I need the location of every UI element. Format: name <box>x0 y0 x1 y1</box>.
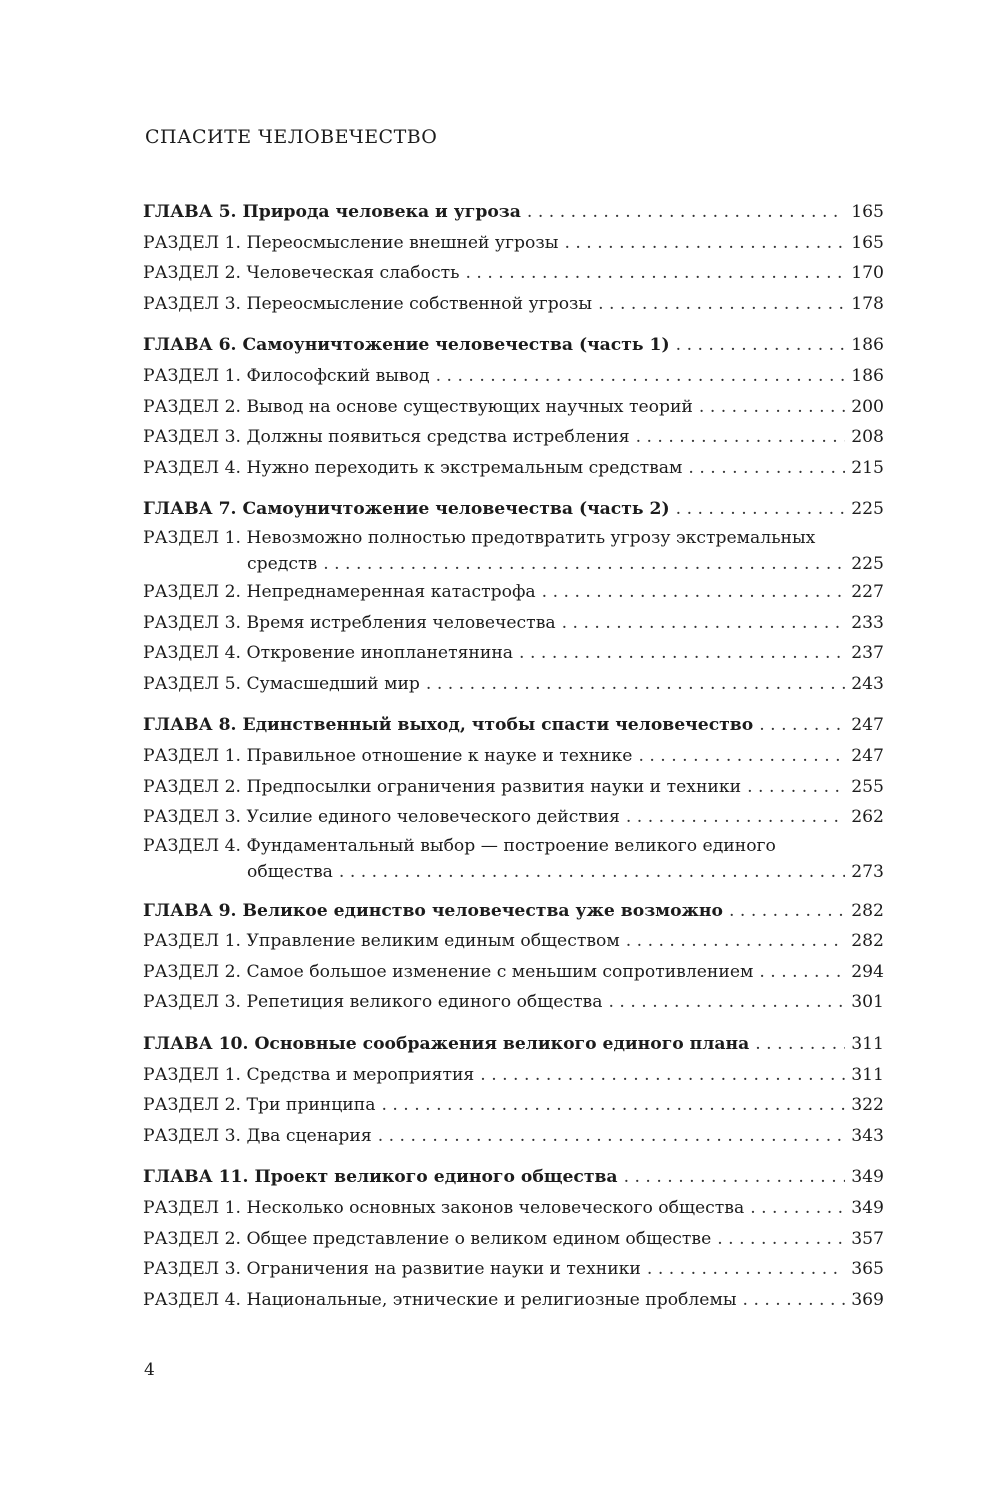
toc-section-entry <box>143 833 884 885</box>
section-page-number: 200 <box>851 396 884 417</box>
toc-chapter-entry <box>143 1162 884 1193</box>
section-page-number: 237 <box>851 643 884 664</box>
chapter-title: ГЛАВА 8. Единственный выход, чтобы спасти человечество <box>143 715 754 736</box>
section-title: РАЗДЕЛ 1. Управление великим единым обществом <box>143 931 620 952</box>
toc-section-entry <box>143 741 884 772</box>
chapter-title: ГЛАВА 6. Самоуничтожение человечества (часть 1) <box>143 335 670 356</box>
toc-chapter <box>143 494 884 699</box>
dot-leader <box>626 926 845 957</box>
dot-leader <box>527 197 845 228</box>
toc-section-entry <box>143 926 884 957</box>
section-page-number: 215 <box>851 457 884 478</box>
toc-section-entry <box>143 577 884 608</box>
dot-leader <box>542 577 846 608</box>
section-title: РАЗДЕЛ 3. Ограничения на развитие науки и техники <box>143 1259 641 1280</box>
toc-section-entry <box>143 392 884 423</box>
dot-leader <box>647 1254 845 1285</box>
dot-leader <box>729 896 845 927</box>
dot-leader <box>598 289 845 320</box>
dot-leader <box>426 669 845 700</box>
section-page-number: 365 <box>851 1259 884 1280</box>
chapter-page-number: 311 <box>851 1034 884 1055</box>
toc-section-entry <box>143 1090 884 1121</box>
toc-chapter <box>143 710 884 884</box>
section-page-number: 322 <box>851 1095 884 1116</box>
running-head: СПАСИТЕ ЧЕЛОВЕЧЕСТВО <box>145 126 438 148</box>
toc-section-entry <box>143 987 884 1018</box>
section-page-number: 282 <box>851 931 884 952</box>
dot-leader <box>688 453 845 484</box>
section-page-number: 227 <box>851 581 884 602</box>
toc-chapter-entry <box>143 710 884 741</box>
dot-leader <box>717 1224 845 1255</box>
section-page-number: 243 <box>851 673 884 694</box>
dot-leader <box>750 1193 845 1224</box>
toc-section-entry <box>143 772 884 803</box>
section-page-number: 255 <box>851 776 884 797</box>
toc-section-entry <box>143 1193 884 1224</box>
section-title: РАЗДЕЛ 1. Невозможно полностью предотвратить угрозу экстремальных <box>143 527 816 548</box>
dot-leader <box>676 330 846 361</box>
toc-section-entry <box>143 638 884 669</box>
section-title: РАЗДЕЛ 1. Философский вывод <box>143 365 430 386</box>
section-page-number: 170 <box>851 263 884 284</box>
section-page-number: 208 <box>851 427 884 448</box>
section-title: РАЗДЕЛ 3. Переосмысление собственной угрозы <box>143 293 593 314</box>
chapter-title: ГЛАВА 9. Великое единство человечества уже возможно <box>143 900 723 921</box>
section-title: РАЗДЕЛ 2. Общее представление о великом едином обществе <box>143 1228 712 1249</box>
section-title: РАЗДЕЛ 4. Фундаментальный выбор — построение великого единого <box>143 835 776 856</box>
section-page-number: 301 <box>851 992 884 1013</box>
toc-chapter-entry <box>143 1029 884 1060</box>
toc-section-entry <box>143 453 884 484</box>
toc-chapter <box>143 1029 884 1151</box>
toc-section-entry <box>143 258 884 289</box>
dot-leader <box>626 802 845 833</box>
toc-section-entry <box>143 608 884 639</box>
section-title-continued: общества <box>247 861 333 882</box>
toc-section-entry <box>143 957 884 988</box>
section-title: РАЗДЕЛ 2. Предпосылки ограничения развития науки и техники <box>143 776 742 797</box>
dot-leader <box>676 494 846 525</box>
section-page-number: 233 <box>851 612 884 633</box>
toc-chapter <box>143 197 884 319</box>
section-page-number: 273 <box>851 861 884 882</box>
section-title: РАЗДЕЛ 4. Нужно переходить к экстремальным средствам <box>143 457 683 478</box>
table-of-contents <box>143 197 884 1326</box>
section-page-number: 294 <box>851 961 884 982</box>
section-title: РАЗДЕЛ 2. Три принципа <box>143 1095 376 1116</box>
section-page-number: 165 <box>851 232 884 253</box>
toc-chapter-entry <box>143 896 884 927</box>
chapter-page-number: 225 <box>851 499 884 520</box>
section-title: РАЗДЕЛ 3. Время истребления человечества <box>143 612 556 633</box>
dot-leader <box>465 258 845 289</box>
toc-section-entry <box>143 1060 884 1091</box>
dot-leader <box>519 638 845 669</box>
chapter-page-number: 349 <box>851 1167 884 1188</box>
dot-leader <box>339 859 845 885</box>
dot-leader <box>759 710 845 741</box>
chapter-title: ГЛАВА 11. Проект великого единого общества <box>143 1167 618 1188</box>
section-title: РАЗДЕЛ 5. Сумасшедший мир <box>143 673 420 694</box>
chapter-page-number: 165 <box>851 202 884 222</box>
toc-section-entry <box>143 422 884 453</box>
dot-leader <box>436 361 846 392</box>
toc-section-entry <box>143 1224 884 1255</box>
toc-chapter <box>143 330 884 483</box>
dot-leader <box>743 1285 846 1316</box>
section-title: РАЗДЕЛ 1. Правильное отношение к науке и технике <box>143 745 633 766</box>
section-title: РАЗДЕЛ 2. Вывод на основе существующих научных теорий <box>143 396 693 417</box>
chapter-page-number: 247 <box>851 715 884 736</box>
section-title: РАЗДЕЛ 1. Переосмысление внешней угрозы <box>143 232 559 253</box>
dot-leader <box>564 228 845 259</box>
section-title: РАЗДЕЛ 3. Репетиция великого единого общества <box>143 992 603 1013</box>
section-title: РАЗДЕЛ 1. Несколько основных законов человеческого общества <box>143 1198 745 1219</box>
toc-section-entry <box>143 228 884 259</box>
dot-leader <box>562 608 846 639</box>
toc-chapter-entry <box>143 494 884 525</box>
section-title: РАЗДЕЛ 4. Откровение инопланетянина <box>143 643 514 664</box>
toc-chapter-entry <box>143 330 884 361</box>
section-page-number: 357 <box>851 1228 884 1249</box>
dot-leader <box>608 987 845 1018</box>
chapter-title: ГЛАВА 10. Основные соображения великого единого плана <box>143 1034 750 1055</box>
page-number: 4 <box>144 1360 155 1380</box>
section-title: РАЗДЕЛ 2. Самое большое изменение с меньшим сопротивлением <box>143 961 754 982</box>
toc-section-entry <box>143 802 884 833</box>
dot-leader <box>636 422 846 453</box>
section-title: РАЗДЕЛ 3. Усилие единого человеческого действия <box>143 807 620 828</box>
toc-section-entry <box>143 525 884 577</box>
section-page-number: 262 <box>851 807 884 828</box>
section-page-number: 343 <box>851 1125 884 1146</box>
section-page-number: 349 <box>851 1198 884 1219</box>
section-title: РАЗДЕЛ 3. Должны появиться средства истребления <box>143 427 630 448</box>
dot-leader <box>747 772 845 803</box>
section-title: РАЗДЕЛ 2. Человеческая слабость <box>143 263 460 284</box>
toc-chapter <box>143 1162 884 1315</box>
dot-leader <box>638 741 845 772</box>
dot-leader <box>480 1060 845 1091</box>
section-title: РАЗДЕЛ 2. Непреднамеренная катастрофа <box>143 581 536 602</box>
dot-leader <box>381 1090 845 1121</box>
section-page-number: 247 <box>851 745 884 766</box>
section-title: РАЗДЕЛ 1. Средства и мероприятия <box>143 1064 475 1085</box>
dot-leader <box>699 392 845 423</box>
toc-section-entry <box>143 1285 884 1316</box>
section-page-number: 178 <box>851 293 884 314</box>
dot-leader <box>323 551 845 577</box>
section-page-number: 369 <box>851 1289 884 1310</box>
toc-chapter-entry <box>143 197 884 228</box>
section-title: РАЗДЕЛ 4. Национальные, этнические и религиозные проблемы <box>143 1289 737 1310</box>
chapter-page-number: 282 <box>851 900 884 921</box>
toc-section-entry <box>143 1254 884 1285</box>
section-title: РАЗДЕЛ 3. Два сценария <box>143 1125 372 1146</box>
chapter-page-number: 186 <box>851 335 884 356</box>
dot-leader <box>624 1162 846 1193</box>
dot-leader <box>378 1121 845 1152</box>
chapter-title: ГЛАВА 5. Природа человека и угроза <box>143 202 521 222</box>
toc-section-entry <box>143 1121 884 1152</box>
section-title-continued: средств <box>247 553 318 574</box>
toc-section-entry <box>143 361 884 392</box>
dot-leader <box>755 1029 845 1060</box>
toc-section-entry <box>143 289 884 320</box>
section-page-number: 225 <box>851 553 884 574</box>
toc-section-entry <box>143 669 884 700</box>
chapter-title: ГЛАВА 7. Самоуничтожение человечества (часть 2) <box>143 499 670 520</box>
section-page-number: 311 <box>851 1064 884 1085</box>
section-page-number: 186 <box>851 365 884 386</box>
dot-leader <box>759 957 845 988</box>
toc-chapter <box>143 896 884 1018</box>
